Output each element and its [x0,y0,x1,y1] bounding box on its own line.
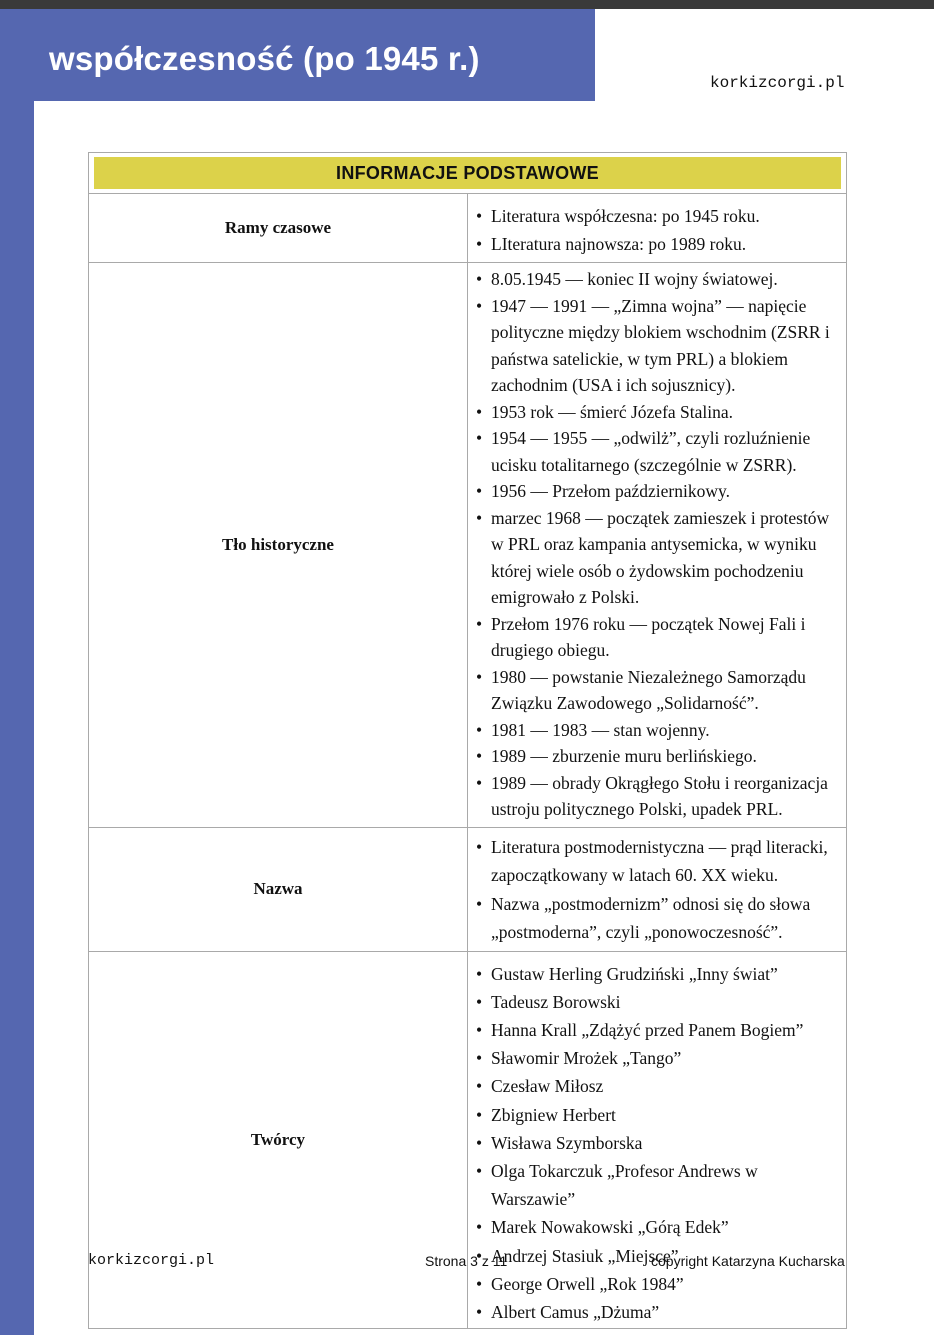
row-content-ramy-czasowe [468,194,847,263]
left-accent-stripe [0,9,34,1335]
list-item: • Zbigniew Herbert [473,1101,838,1129]
list-item: • Andrzej Stasiuk „Miejsce” [473,1242,838,1270]
list-item: • 1954 — 1955 — „odwilż”, czyli rozluźnienie ucisku totalitarnego (szczególnie w ZSRR). [473,425,838,478]
info-table [88,152,847,1329]
list-item: • Marek Nowakowski „Górą Edek” [473,1213,838,1241]
page-number: Strona 3 z 11 [425,1253,508,1269]
list-item: • Sławomir Mrożek „Tango” [473,1044,838,1072]
list-item: • LIteratura najnowsza: po 1989 roku. [473,230,838,258]
page-title: współczesność (po 1945 r.) [49,40,480,77]
row-label-tlo-historyczne: Tło historyczne [89,263,468,828]
row-content-tworcy [468,951,847,1329]
list-item: • 1953 rok — śmierć Józefa Stalina. [473,399,838,426]
row-content-nazwa [468,827,847,951]
footer-copyright: copyright Katarzyna Kucharska [651,1253,845,1269]
footer-site-name: korkizcorgi.pl [88,1252,215,1269]
list-item: • Wisława Szymborska [473,1129,838,1157]
window-top-bar [0,0,934,9]
list-item: • 1981 — 1983 — stan wojenny. [473,717,838,744]
table-row [89,827,847,951]
table-heading-cell [89,153,847,194]
list-item: • Nazwa „postmodernizm” odnosi się do słowa „postmoderna”, czyli „ponowoczesność”. [473,890,838,946]
row-label-nazwa: Nazwa [89,827,468,951]
table-row [89,263,847,828]
table-row [89,951,847,1329]
list-item: • 1980 — powstanie Niezależnego Samorządu Związku Zawodowego „Solidarność”. [473,664,838,717]
bullet-list [473,266,838,823]
list-item: • 1947 — 1991 — „Zimna wojna” — napięcie polityczne między blokiem wschodnim (ZSRR i państwa satelickie, w tym PRL) a blokiem zachodnim (USA i ich sojusznicy). [473,293,838,399]
list-item: • 1989 — zburzenie muru berlińskiego. [473,743,838,770]
bullet-list [473,833,838,946]
list-item: • 1956 — Przełom październikowy. [473,478,838,505]
table-row [89,194,847,263]
list-item: • 8.05.1945 — koniec II wojny światowej. [473,266,838,293]
bullet-list [473,202,838,258]
list-item: • Olga Tokarczuk „Profesor Andrews w Warszawie” [473,1157,838,1213]
list-item: • 1989 — obrady Okrągłego Stołu i reorganizacja ustroju politycznego Polski, upadek PRL. [473,770,838,823]
list-item: • George Orwell „Rok 1984” [473,1270,838,1298]
row-content-tlo-historyczne [468,263,847,828]
row-label-ramy-czasowe: Ramy czasowe [89,194,468,263]
list-item: • Tadeusz Borowski [473,988,838,1016]
list-item: • Czesław Miłosz [473,1072,838,1100]
list-item: • Literatura współczesna: po 1945 roku. [473,202,838,230]
list-item: • Przełom 1976 roku — początek Nowej Fali i drugiego obiegu. [473,611,838,664]
row-label-tworcy: Twórcy [89,951,468,1329]
list-item: • Albert Camus „Dżuma” [473,1298,838,1326]
header-site-name: korkizcorgi.pl [710,74,845,92]
table-heading-row [89,153,847,194]
list-item: • Literatura postmodernistyczna — prąd literacki, zapoczątkowany w latach 60. XX wieku. [473,833,838,889]
table-heading: INFORMACJE PODSTAWOWE [94,157,841,189]
list-item: • Gustaw Herling Grudziński „Inny świat” [473,960,838,988]
list-item: • Hanna Krall „Zdążyć przed Panem Bogiem” [473,1016,838,1044]
list-item: • marzec 1968 — początek zamieszek i protestów w PRL oraz kampania antysemicka, w wyniku której wiele osób o żydowskim pochodzeniu emigrowało z Polski. [473,505,838,611]
bullet-list [473,960,838,1327]
